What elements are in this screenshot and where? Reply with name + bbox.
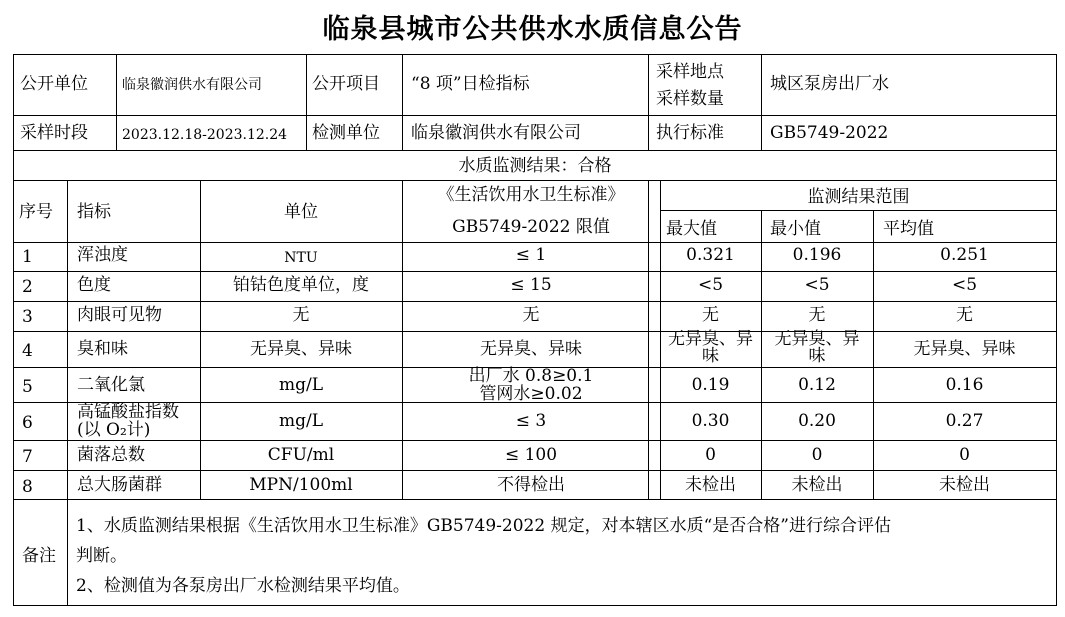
row-7-avg: 0 — [959, 445, 970, 465]
row-2-max: <5 — [697, 275, 724, 295]
row-3-no: 3 — [22, 307, 33, 327]
row-3-indicator: 肉眼可见物 — [77, 305, 162, 325]
row-2-indicator: 色度 — [77, 275, 111, 295]
row-5-min: 0.12 — [798, 375, 836, 395]
row-6-unit: mg/L — [278, 411, 324, 431]
row-3-avg: 无 — [956, 305, 973, 325]
row-4-no: 4 — [22, 341, 33, 361]
row-1-indicator: 浑浊度 — [77, 245, 128, 265]
row-2-unit: 铂钴色度单位，度 — [233, 275, 369, 295]
header-avg: 平均值 — [883, 219, 934, 239]
row-8-no: 8 — [22, 477, 33, 497]
period-value: 2023.12.18-2023.12.24 — [122, 127, 288, 143]
row-6-avg: 0.27 — [945, 411, 984, 431]
row-4-unit: 无异臭、异味 — [250, 339, 352, 359]
row-8-unit: MPN/100ml — [249, 475, 353, 495]
row-5-avg: 0.16 — [945, 375, 984, 395]
row-7-no: 7 — [22, 447, 33, 467]
row-5-limit-line-1: 出厂水 0.8≥0.1 — [468, 366, 594, 386]
standard-label: 执行标准 — [656, 123, 724, 143]
row-8-limit: 不得检出 — [497, 475, 565, 495]
row-8-max: 未检出 — [685, 475, 736, 495]
row-2-no: 2 — [22, 277, 33, 297]
row-2-avg: <5 — [951, 275, 978, 295]
note-line-3: 2、检测值为各泵房出厂水检测结果平均值。 — [76, 576, 410, 596]
row-3-limit: 无 — [522, 305, 540, 325]
item-value: “8 项”日检指标 — [411, 74, 530, 94]
row-4-max-line-2: 味 — [702, 346, 719, 366]
row-3-unit: 无 — [292, 305, 310, 325]
row-1-no: 1 — [22, 247, 33, 267]
row-7-limit: ≤ 100 — [504, 445, 558, 465]
row-5-limit-line-2: 管网水≥0.02 — [479, 384, 583, 404]
row-7-unit: CFU/ml — [267, 445, 335, 465]
row-5-indicator: 二氧化氯 — [77, 375, 145, 395]
note-line-1: 1、水质监测结果根据《生活饮用水卫生标准》GB5749-2022 规定，对本辖区水质“是否合格”进行综合评估 — [76, 516, 891, 536]
header-no: 序号 — [19, 202, 53, 222]
row-4-indicator: 臭和味 — [77, 339, 128, 359]
row-5-no: 5 — [22, 377, 33, 397]
period-label: 采样时段 — [20, 123, 88, 143]
publisher-label: 公开单位 — [20, 74, 88, 94]
row-3-min: 无 — [808, 305, 826, 325]
note-line-2: 判断。 — [76, 546, 127, 566]
notes-label: 备注 — [22, 546, 56, 566]
row-2-min: <5 — [804, 275, 830, 295]
header-limit-2: GB5749-2022 限值 — [452, 217, 610, 237]
row-2-limit: ≤ 15 — [510, 275, 552, 295]
row-8-min: 未检出 — [791, 475, 843, 495]
header-max: 最大值 — [666, 219, 717, 239]
publisher-value: 临泉徽润供水有限公司 — [122, 77, 262, 93]
row-1-avg: 0.251 — [940, 245, 989, 265]
row-6-indicator-line-1: 高锰酸盐指数 — [77, 402, 179, 422]
row-6-max: 0.30 — [691, 411, 730, 431]
row-1-limit: ≤ 1 — [515, 245, 547, 265]
row-4-avg: 无异臭、异味 — [913, 339, 1016, 359]
header-limit-1: 《生活饮用水卫生标准》 — [437, 185, 625, 205]
row-7-max: 0 — [705, 445, 716, 465]
header-indicator: 指标 — [77, 202, 111, 222]
row-4-max-line-1: 无异臭、异 — [668, 329, 753, 349]
item-label: 公开项目 — [312, 74, 380, 94]
row-1-min: 0.196 — [792, 245, 842, 265]
row-1-unit: NTU — [284, 250, 318, 266]
row-6-indicator-line-2: (以 O₂计) — [77, 420, 151, 440]
lab-value: 临泉徽润供水有限公司 — [411, 123, 581, 143]
row-6-limit: ≤ 3 — [515, 411, 547, 431]
header-min: 最小值 — [770, 219, 821, 239]
row-7-min: 0 — [811, 445, 823, 465]
row-5-max: 0.19 — [691, 375, 730, 395]
row-8-avg: 未检出 — [939, 475, 990, 495]
page-title: 临泉县城市公共供水水质信息公告 — [322, 14, 743, 45]
row-3-max: 无 — [702, 305, 719, 325]
sample-count-label: 采样数量 — [656, 89, 724, 109]
header-unit: 单位 — [284, 202, 318, 222]
row-5-unit: mg/L — [278, 375, 324, 395]
row-4-min-line-1: 无异臭、异 — [774, 329, 860, 349]
row-1-max: 0.321 — [686, 245, 735, 265]
row-6-min: 0.20 — [798, 411, 836, 431]
header-range: 监测结果范围 — [807, 187, 910, 207]
row-8-indicator: 总大肠菌群 — [77, 475, 162, 495]
standard-value: GB5749-2022 — [770, 123, 889, 143]
sample-site-value: 城区泵房出厂水 — [770, 74, 889, 94]
sample-site-label: 采样地点 — [656, 62, 724, 82]
row-4-limit: 无异臭、异味 — [480, 339, 582, 359]
result-line: 水质监测结果：合格 — [458, 156, 612, 176]
row-4-min-line-2: 味 — [808, 346, 826, 366]
row-6-no: 6 — [22, 413, 33, 433]
lab-label: 检测单位 — [312, 123, 380, 143]
row-7-indicator: 菌落总数 — [77, 445, 145, 465]
